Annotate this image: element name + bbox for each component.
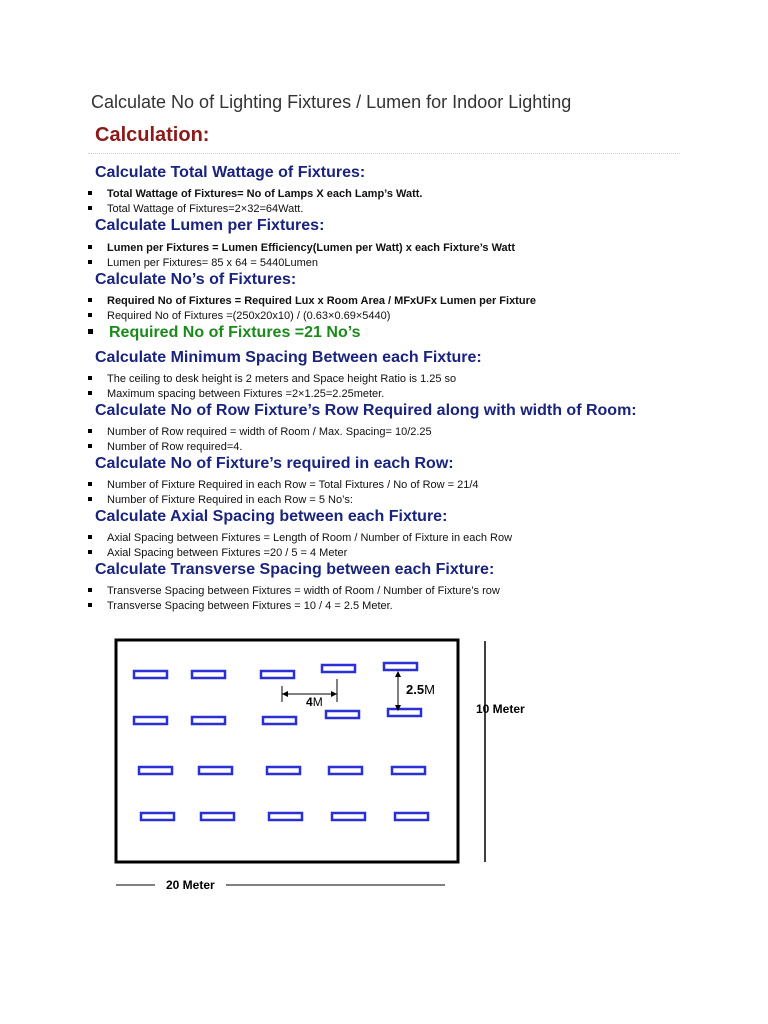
line-text: Transverse Spacing between Fixtures = 10 / 4 = 2.5 Meter. — [107, 600, 393, 612]
light-fixture — [392, 767, 425, 774]
height-label: 10 Meter — [476, 702, 525, 716]
line-text: Total Wattage of Fixtures=2×32=64Watt. — [107, 203, 304, 215]
per-row-heading: Calculate No of Fixture’s required in each Row: — [95, 455, 454, 472]
line-text: Axial Spacing between Fixtures =20 / 5 = 4 Meter — [107, 547, 348, 559]
light-fixture — [261, 671, 294, 678]
transverse-spacing-label: 2.5M — [406, 682, 435, 697]
line-text: Maximum spacing between Fixtures =2×1.25=2.25meter. — [107, 388, 385, 400]
light-fixture — [192, 671, 225, 678]
line-text: Required No of Fixtures =21 No’s — [109, 324, 361, 341]
light-fixture — [269, 813, 302, 820]
wattage-heading: Calculate Total Wattage of Fixtures: — [95, 164, 366, 181]
line-text: Lumen per Fixtures = Lumen Efficiency(Lumen per Watt) x each Fixture’s Watt — [107, 242, 515, 254]
line-text: Number of Row required=4. — [107, 441, 243, 453]
calculation-heading: Calculation: — [95, 124, 210, 146]
line-text: Number of Fixture Required in each Row = Total Fixtures / No of Row = 21/4 — [107, 479, 479, 491]
width-label: 20 Meter — [166, 878, 215, 892]
line-text: Total Wattage of Fixtures= No of Lamps X each Lamp’s Watt. — [107, 188, 423, 200]
light-fixture — [141, 813, 174, 820]
light-fixture — [395, 813, 428, 820]
light-fixture — [201, 813, 234, 820]
light-fixture — [326, 711, 359, 718]
light-fixture — [332, 813, 365, 820]
light-fixture — [263, 717, 296, 724]
light-fixture — [384, 663, 417, 670]
rows-heading: Calculate No of Row Fixture’s Row Required along with width of Room: — [95, 402, 637, 419]
line-text: Required No of Fixtures =(250x20x10) / (0.63×0.69×5440) — [107, 310, 391, 322]
light-fixture — [329, 767, 362, 774]
count-heading: Calculate No’s of Fixtures: — [95, 271, 297, 288]
light-fixture — [134, 717, 167, 724]
lumen-heading: Calculate Lumen per Fixtures: — [95, 217, 325, 234]
line-text: Required No of Fixtures = Required Lux x Room Area / MFxUFx Lumen per Fixture — [107, 295, 536, 307]
axial-spacing-label: 4M — [306, 695, 323, 709]
light-fixture — [322, 665, 355, 672]
light-fixture — [134, 671, 167, 678]
axial-heading: Calculate Axial Spacing between each Fixture: — [95, 508, 448, 525]
line-text: Axial Spacing between Fixtures = Length of Room / Number of Fixture in each Row — [107, 532, 513, 544]
page-title: Calculate No of Lighting Fixtures / Lumen for Indoor Lighting — [91, 92, 572, 112]
light-fixture — [139, 767, 172, 774]
min-spacing-heading: Calculate Minimum Spacing Between each Fixture: — [95, 349, 482, 366]
line-text: Number of Row required = width of Room / Max. Spacing= 10/2.25 — [107, 426, 432, 438]
light-fixture — [388, 709, 421, 716]
line-text: Lumen per Fixtures= 85 x 64 = 5440Lumen — [107, 257, 318, 269]
axial-arrow-left — [282, 691, 288, 697]
line-text: The ceiling to desk height is 2 meters and Space height Ratio is 1.25 so — [107, 373, 457, 385]
transverse-heading: Calculate Transverse Spacing between each Fixture: — [95, 561, 495, 578]
light-fixture — [199, 767, 232, 774]
transverse-arrow-top — [395, 671, 401, 677]
light-fixture — [267, 767, 300, 774]
fixture-grid — [134, 663, 428, 820]
light-fixture — [192, 717, 225, 724]
line-text: Transverse Spacing between Fixtures = width of Room / Number of Fixture’s row — [107, 585, 500, 597]
line-text: Number of Fixture Required in each Row = 5 No’s: — [107, 494, 353, 506]
axial-arrow-right — [331, 691, 337, 697]
